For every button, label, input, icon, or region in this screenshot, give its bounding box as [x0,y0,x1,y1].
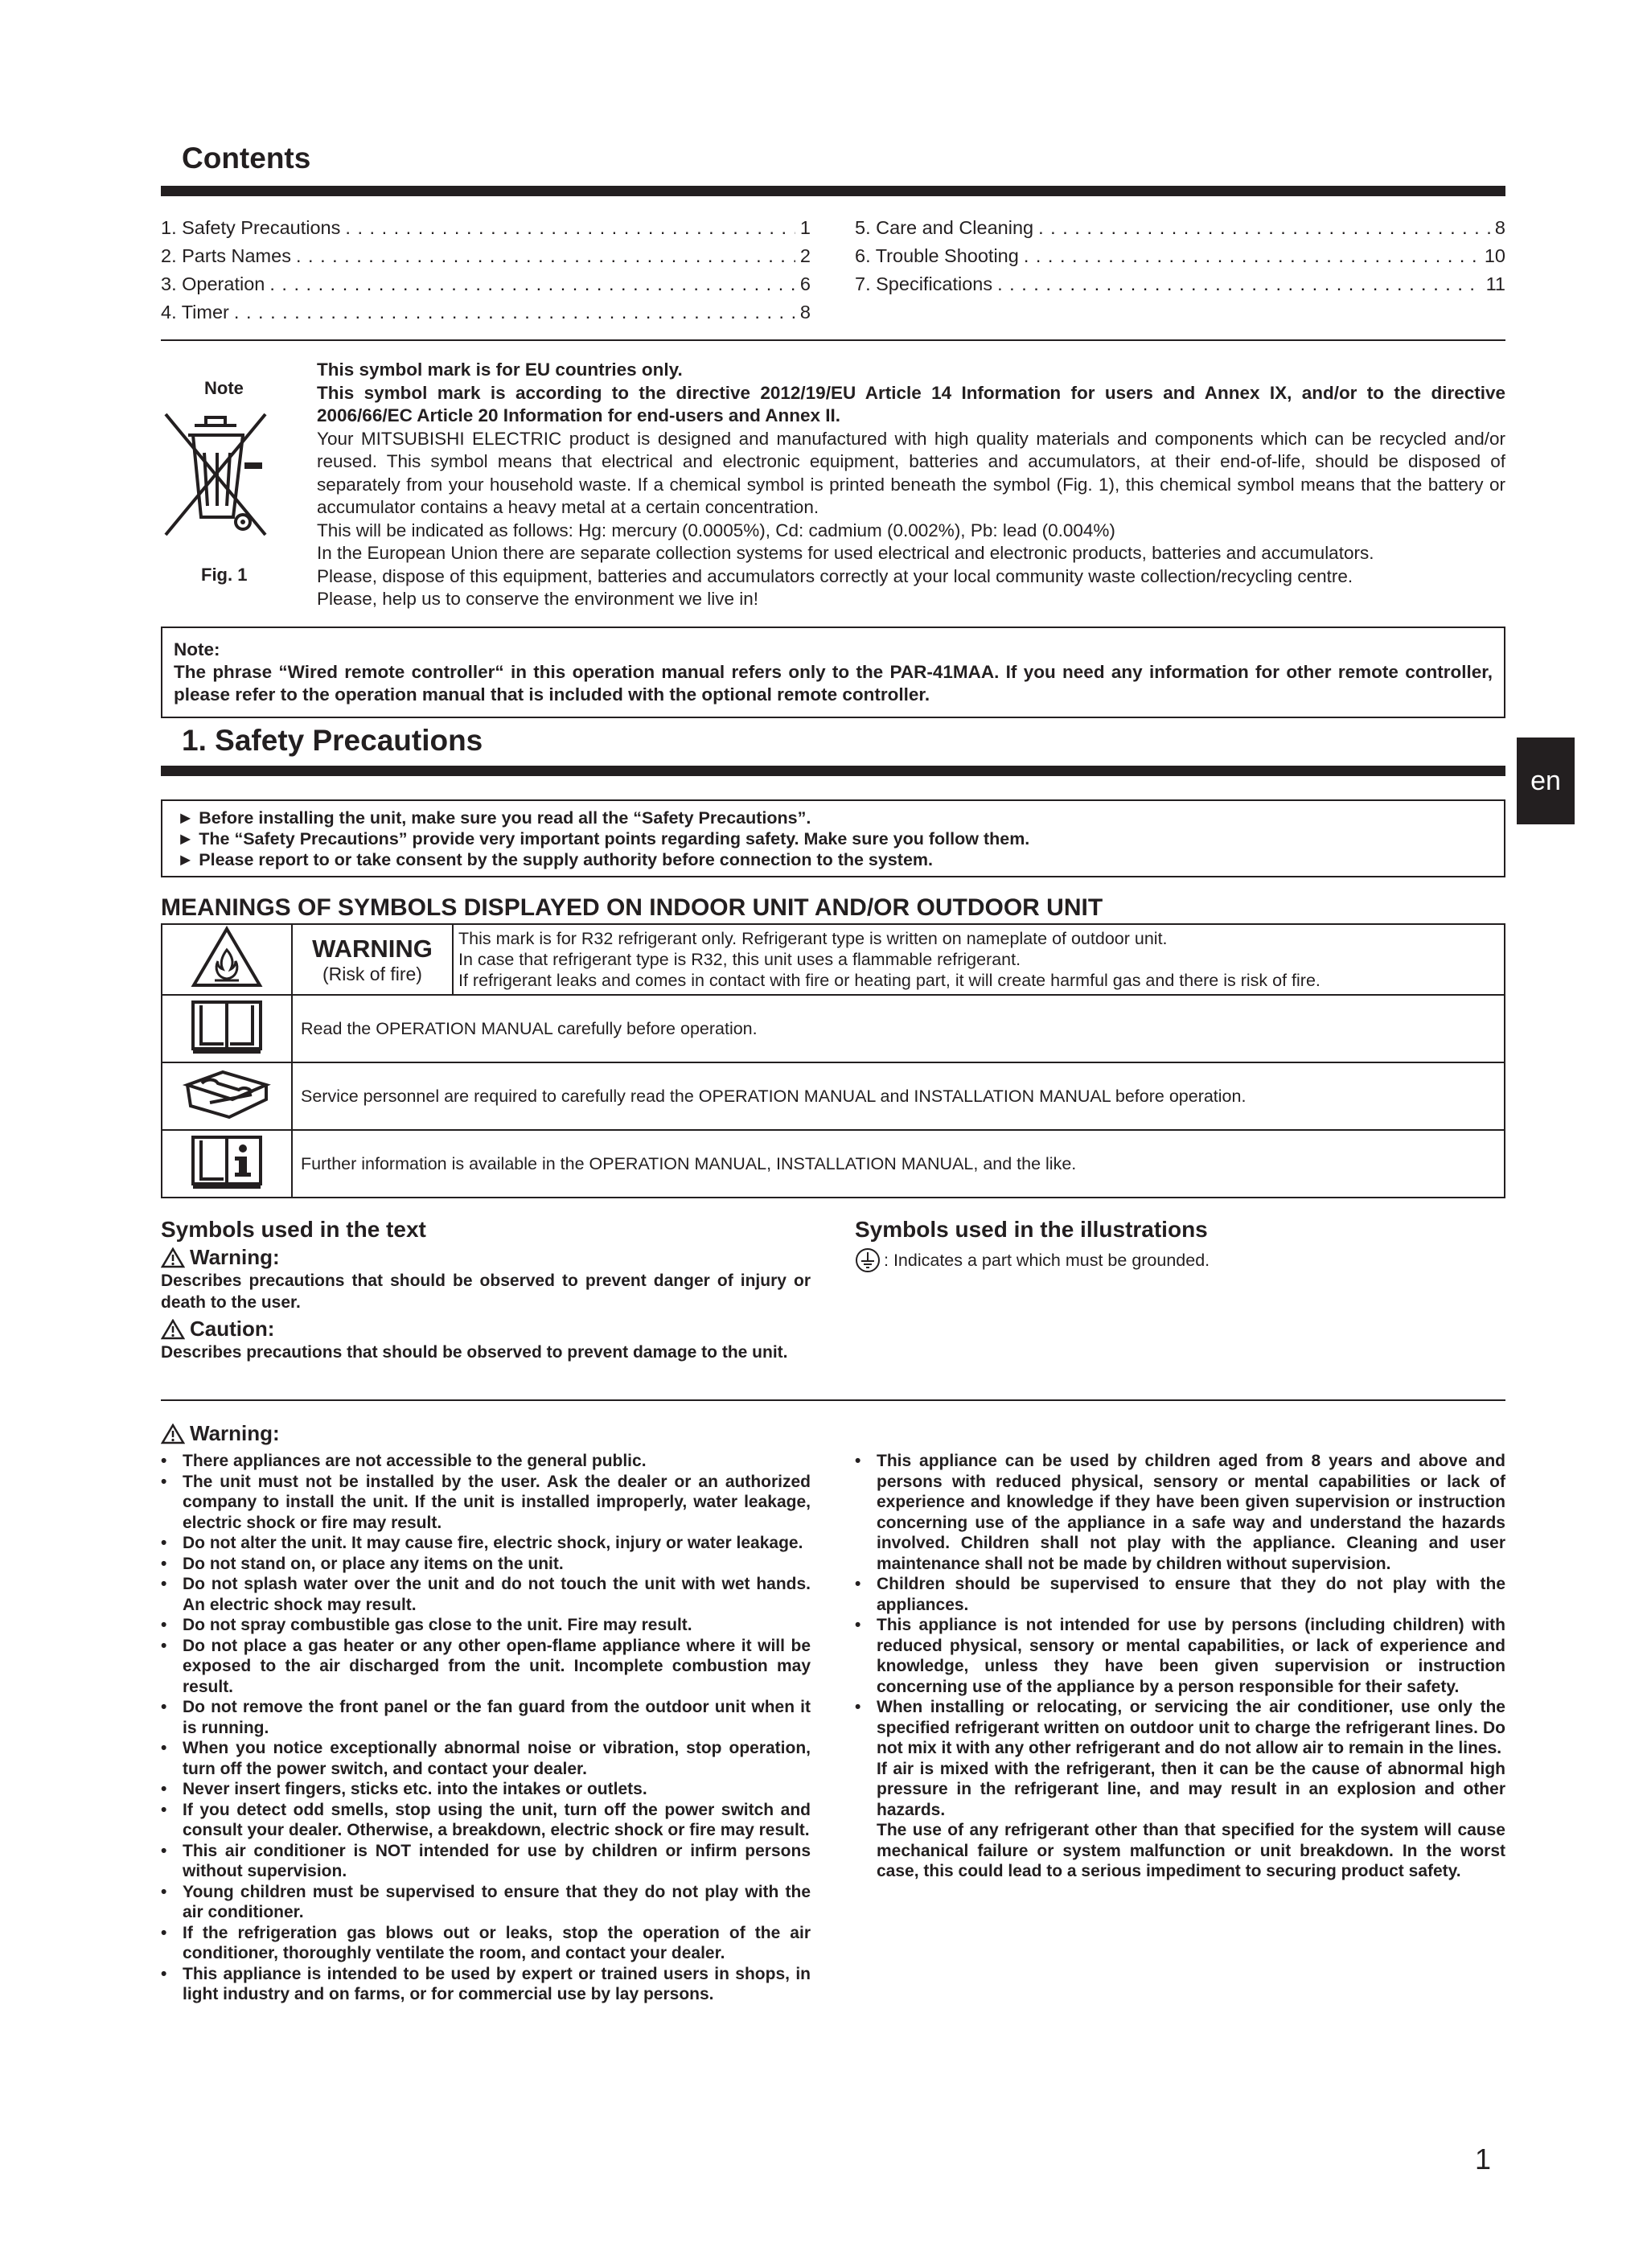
list-item: • There appliances are not accessible to the general public. [161,1451,811,1472]
service-manual-cell: Service personnel are required to carefully read the OPERATION MANUAL and INSTALLATION MANUAL before operation. [292,1062,1505,1130]
symbols-text-block: Warning: Describes precautions that should be observed to prevent danger of injury or death to the user. Caution: Describes precautions that should be observed to prevent damage to the unit. [161,1245,811,1362]
toc-item[interactable]: 7. Specifications . . . 11 [855,270,1505,298]
divider [161,1399,1505,1401]
page-number: 1 [1475,2143,1492,2176]
safety-intro-box: ► Before installing the unit, make sure you read all the “Safety Precautions”. ► The “Safety Precautions” provide very important points regarding safety. Make sure you follow them. ► Please report to or take consent by the supply authority before connection to the system. [161,799,1505,877]
warnings-left-list [161,1451,811,2005]
toc-item[interactable]: 2. Parts Names . . . 2 [161,242,811,270]
symbols-illus-heading: Symbols used in the illustrations [855,1217,1208,1242]
service-manual-icon [183,1066,271,1122]
list-item: • Do not place a gas heater or any other open-flame appliance where it will be exposed to the air discharged from the unit. Incomplete combustion may result. [161,1636,811,1698]
warning-section-title: Warning: [161,1421,280,1446]
table-row [162,924,1505,995]
toc-item[interactable]: 5. Care and Cleaning . . . 8 [855,214,1505,242]
list-item: • This appliance is not intended for use by persons (including children) with reduced physical, sensory or mental capabilities, or lack of experience and knowledge, unless they have been given supervision or instruction concerning use of the appliance by a person responsible for their safety. [855,1615,1505,1697]
symbol-cell [162,1062,292,1130]
eu-note-text: This symbol mark is for EU countries only. This symbol mark is according to the directive 2012/19/EU Article 14 Information for users and Annex IX, and/or to the directive 2006/66/EC Article 20 Information for end-users and Annex II. Your MITSUBISHI ELECTRIC product is designed and manufactured with high quality materials and components which can be recycled and/or reused. This symbol means that electrical and electronic equipment, batteries and accumulators, at their end-of-life, should be disposed of separately from your household waste. If a chemical symbol is printed beneath the symbol (Fig. 1), this chemical symbol means that the battery or accumulator contains a heavy metal at a certain concentration. This will be indicated as follows: Hg: mercury (0.0005%), Cd: cadmium (0.002%), Pb: lead (0.004%) In the European Union there are separate collection systems for used electrical and electronic products, batteries and accumulators. Please, dispose of this equipment, batteries and accumulators correctly at your local community waste collection/recycling centre. Please, help us to conserve the environment we live in! [317,360,1505,609]
list-item: • If the refrigeration gas blows out or leaks, stop the operation of the air conditioner, thoroughly ventilate the room, and contact your dealer. [161,1923,811,1964]
list-item: • Do not alter the unit. It may cause fire, electric shock, injury or water leakage. [161,1533,811,1554]
info-manual-icon [188,1132,265,1190]
note-label: Note [204,378,244,398]
warning-label-cell: WARNING (Risk of fire) [292,924,453,995]
list-item: • Never insert fingers, sticks etc. into the intakes or outlets. [161,1779,811,1800]
manual-book-icon [188,997,265,1055]
toc-item[interactable]: 6. Trouble Shooting . . . 10 [855,242,1505,270]
symbols-heading: MEANINGS OF SYMBOLS DISPLAYED ON INDOOR UNIT AND/OR OUTDOOR UNIT [161,894,1103,921]
weee-bin-icon [159,406,272,541]
symbol-cell [162,924,292,995]
contents-title: Contents [182,142,311,175]
caution-triangle-icon [161,1319,185,1340]
list-item: • Do not remove the front panel or the fan guard from the outdoor unit when it is running. [161,1697,811,1738]
table-row [162,995,1505,1062]
ground-icon [855,1247,881,1273]
list-item: • Do not spray combustible gas close to the unit. Fire may result. [161,1615,811,1636]
divider [161,339,1505,341]
list-item: • When you notice exceptionally abnormal noise or vibration, stop operation, turn off the power switch, and contact your dealer. [161,1738,811,1779]
symbol-cell [162,995,292,1062]
language-tab-en[interactable]: en [1517,738,1575,824]
toc-item[interactable]: 4. Timer . . . 8 [161,298,811,327]
toc-right [855,214,1505,298]
warning-triangle-icon [161,1424,185,1444]
ground-symbol-row: : Indicates a part which must be grounded. [855,1247,1210,1273]
table-row [162,1062,1505,1130]
toc-item[interactable]: 3. Operation . . . 6 [161,270,811,298]
list-item: • When installing or relocating, or servicing the air conditioner, use only the specified refrigerant written on outdoor unit to charge the refrigerant lines. Do not mix it with any other refrigerant and do not allow air to remain in the lines. If air is mixed with the refrigerant, then it can be the cause of abnormal high pressure in the refrigerant line, and may result in an explosion and other hazards. The use of any refrigerant other than that specified for the system will cause mechanical failure or system malfunction or unit breakdown. In the worst case, this could lead to a serious impediment to securing product safety. [855,1697,1505,1882]
fire-warning-icon [191,926,263,988]
list-item: • This air conditioner is NOT intended for use by children or infirm persons without supervision. [161,1841,811,1882]
toc-item[interactable]: 1. Safety Precautions . . . 1 [161,214,811,242]
fig-label: Fig. 1 [201,565,248,585]
symbol-cell [162,1130,292,1198]
symbols-table [161,923,1505,1198]
table-row [162,1130,1505,1198]
read-manual-cell: Read the OPERATION MANUAL carefully before operation. [292,995,1505,1062]
safety-title: 1. Safety Precautions [182,724,483,757]
toc-left [161,214,811,327]
remote-note-box: Note: The phrase “Wired remote controller“ in this operation manual refers only to the PAR-41MAA. If you need any information for other remote controller, please refer to the operation manual that is included with the optional remote controller. [161,627,1505,718]
list-item: • This appliance is intended to be used by expert or trained users in shops, in light industry and on farms, or for commercial use by lay persons. [161,1964,811,2005]
warnings-right-list [855,1451,1505,1882]
warning-triangle-icon [161,1247,185,1268]
list-item: • Do not splash water over the unit and do not touch the unit with wet hands. An electric shock may result. [161,1574,811,1615]
list-item: • Children should be supervised to ensure that they do not play with the appliances. [855,1574,1505,1615]
contents-rule [161,186,1505,196]
symbols-text-heading: Symbols used in the text [161,1217,426,1242]
warning-desc-cell: This mark is for R32 refrigerant only. Refrigerant type is written on nameplate of outdoor unit. In case that refrigerant type is R32, this unit uses a flammable refrigerant. If refrigerant leaks and comes in contact with fire or heating part, it will create harmful gas and there is risk of fire. [453,924,1505,995]
list-item: • If you detect odd smells, stop using the unit, turn off the power switch and consult your dealer. Otherwise, a breakdown, electric shock or fire may result. [161,1800,811,1841]
safety-rule [161,766,1505,776]
list-item: • Young children must be supervised to ensure that they do not play with the air conditioner. [161,1882,811,1923]
further-info-cell: Further information is available in the OPERATION MANUAL, INSTALLATION MANUAL, and the like. [292,1130,1505,1198]
list-item: • This appliance can be used by children aged from 8 years and above and persons with reduced physical, sensory or mental capabilities or lack of experience and knowledge if they have been given supervision or instruction concerning use of the appliance in a safe way and understand the hazards involved. Children shall not play with the appliance. Cleaning and user maintenance shall not be made by children without supervision. [855,1451,1505,1574]
list-item: • The unit must not be installed by the user. Ask the dealer or an authorized company to install the unit. If the unit is installed improperly, water leakage, electric shock or fire may result. [161,1472,811,1534]
list-item: • Do not stand on, or place any items on the unit. [161,1554,811,1575]
